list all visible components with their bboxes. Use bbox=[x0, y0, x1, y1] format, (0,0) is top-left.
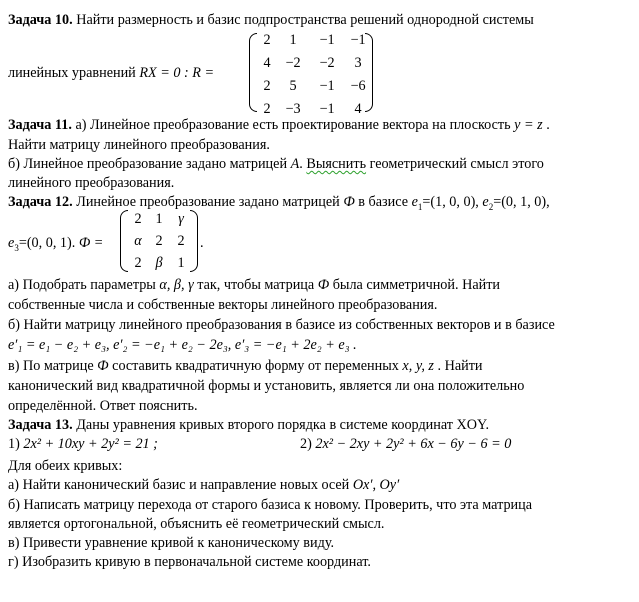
task10-matrix-cells bbox=[257, 29, 371, 121]
matrix-cell: γ bbox=[178, 211, 184, 227]
task11-b1-word: Выяснить bbox=[306, 156, 367, 172]
task13-b1: б) Написать матрицу перехода от старого базиса к новому. Проверить, что эта матрица bbox=[8, 497, 533, 513]
task10-text2: линейных уравнений bbox=[8, 65, 140, 81]
matrix-cell: 2 bbox=[134, 211, 142, 227]
matrix-cell: −1 bbox=[319, 78, 335, 94]
task12-matrix-dot: . bbox=[200, 235, 204, 251]
task12-e2-sub: 2 bbox=[488, 201, 494, 212]
task11-a-end: . bbox=[542, 117, 550, 133]
task11-line1 bbox=[8, 116, 550, 134]
task12-line5: б) Найти матрицу линейного преобразования в базисе из собственных векторов и в базисе bbox=[8, 317, 555, 333]
matrix-cell: 2 bbox=[134, 255, 142, 271]
task12-line2 bbox=[8, 234, 103, 252]
task12-e1: e bbox=[411, 194, 418, 210]
task12-e1v: =(1, 0, 0), bbox=[422, 194, 483, 210]
matrix-cell: 1 bbox=[289, 32, 297, 48]
task12-line7 bbox=[8, 357, 483, 375]
task13-eq2: 2x² − 2xy + 2y² + 6x − 6y − 6 = 0 bbox=[315, 436, 512, 452]
task11-line2: Найти матрицу линейного преобразования. bbox=[8, 137, 270, 153]
task12-c1-vars: x, y, z bbox=[402, 358, 434, 374]
matrix-left-paren bbox=[120, 210, 128, 272]
task12-phi: Ф bbox=[343, 194, 355, 210]
task13-eq2-line bbox=[300, 435, 511, 453]
task12-c1-pre: в) По матрице bbox=[8, 358, 98, 374]
matrix-cell: 2 bbox=[263, 101, 271, 117]
task12-e1-sub: 1 bbox=[417, 201, 423, 212]
task12-line3 bbox=[8, 276, 500, 294]
task13-a-pre: а) Найти канонический базис и направление новых осей bbox=[8, 477, 353, 493]
matrix-cell: 4 bbox=[354, 101, 362, 117]
task11-a-eq: y = z bbox=[514, 117, 543, 133]
task11-line4: линейного преобразования. bbox=[8, 175, 175, 191]
task12-e2v: =(0, 1, 0), bbox=[493, 194, 550, 210]
task11-b1-mid: . bbox=[299, 156, 307, 172]
matrix-cell: α bbox=[134, 233, 142, 249]
task10-text1: Найти размерность и базис подпространства решений однородной системы bbox=[76, 12, 534, 28]
task13-both: Для обеих кривых: bbox=[8, 458, 123, 474]
matrix-cell: −1 bbox=[319, 101, 335, 117]
task10-matrix bbox=[249, 32, 373, 117]
matrix-cell: 1 bbox=[177, 255, 185, 271]
task12-a1-phi: Ф bbox=[317, 277, 330, 293]
matrix-cell: β bbox=[155, 255, 163, 271]
task12-matrix-cells bbox=[128, 208, 192, 274]
task11-title: Задача 11. bbox=[8, 117, 72, 133]
task13-c: в) Привести уравнение кривой к каноническому виду. bbox=[8, 535, 335, 551]
task12-title: Задача 12. bbox=[8, 194, 73, 210]
task12-phieq: Ф = bbox=[78, 235, 104, 251]
task12-a1-params: α, β, γ bbox=[159, 277, 194, 293]
task11-a-text: а) Линейное преобразование есть проектирование вектора на плоскость bbox=[71, 117, 515, 133]
task12-a1-post: так, чтобы матрица bbox=[193, 277, 318, 293]
task12-text1: Линейное преобразование задано матрицей bbox=[72, 194, 344, 210]
task12-line1 bbox=[8, 193, 550, 211]
matrix-cell: 5 bbox=[289, 78, 297, 94]
task13-eq1-line bbox=[8, 435, 158, 453]
task12-text1b: в базисе bbox=[354, 194, 412, 210]
matrix-cell: 2 bbox=[263, 78, 271, 94]
task12-c1-mid: составить квадратичную форму от переменных bbox=[108, 358, 403, 374]
task12-e3-sub: 3 bbox=[14, 242, 19, 253]
matrix-cell: −1 bbox=[319, 32, 335, 48]
task13-text: Даны уравнения кривых второго порядка в системе координат XOY. bbox=[72, 417, 489, 433]
matrix-cell: −2 bbox=[285, 55, 301, 71]
task12-c1-end: . Найти bbox=[433, 358, 483, 374]
task13-line1 bbox=[8, 416, 489, 434]
task13-b2: является ортогональной, объяснить её геометрический смысл. bbox=[8, 516, 385, 532]
task12-line6: e′₁ = e₁ − e₂ + e₃, e′₂ = −e₁ + e₂ − 2e₃, e′₃ = −e₁ + 2e₂ + e₃ . bbox=[8, 337, 357, 353]
task10-line2 bbox=[8, 64, 214, 82]
task12-line9: определённой. Ответ пояснить. bbox=[8, 398, 198, 414]
matrix-cell: −2 bbox=[319, 55, 335, 71]
task12-e3: e bbox=[8, 235, 15, 251]
matrix-cell: −6 bbox=[350, 78, 366, 94]
task11-b1-post: геометрический смысл этого bbox=[366, 156, 544, 172]
matrix-cell: −3 bbox=[285, 101, 301, 117]
task11-line3 bbox=[8, 155, 544, 173]
task13-d: г) Изобразить кривую в первоначальной системе координат. bbox=[8, 554, 371, 570]
matrix-cell: 2 bbox=[263, 32, 271, 48]
matrix-cell: 4 bbox=[263, 55, 271, 71]
matrix-cell: −1 bbox=[350, 32, 366, 48]
task13-eq2-label: 2) bbox=[300, 436, 316, 452]
task12-line8: канонический вид квадратичной формы и установить, является ли она положительно bbox=[8, 378, 525, 394]
task12-line4: собственные числа и собственные векторы линейного преобразования. bbox=[8, 297, 438, 313]
task13-a-axes: Ox′, Oy′ bbox=[352, 477, 400, 493]
task12-matrix bbox=[120, 210, 198, 272]
task13-a-line bbox=[8, 476, 399, 494]
matrix-cell: 2 bbox=[177, 233, 185, 249]
task12-a1-pre: а) Подобрать параметры bbox=[8, 277, 160, 293]
matrix-cell: 3 bbox=[354, 55, 362, 71]
task11-b1-pre: б) Линейное преобразование задано матрицей bbox=[8, 156, 291, 172]
task11-b1-var: А bbox=[290, 156, 300, 172]
task12-c1-phi: Ф bbox=[97, 358, 109, 374]
task13-title: Задача 13. bbox=[8, 417, 73, 433]
matrix-cell: 2 bbox=[155, 233, 163, 249]
matrix-cell: 1 bbox=[155, 211, 163, 227]
task10-eq: RX = 0 : R = bbox=[139, 65, 215, 81]
task12-e3v: =(0, 0, 1). bbox=[18, 235, 79, 251]
matrix-left-paren bbox=[249, 33, 257, 112]
task10-title: Задача 10. bbox=[8, 12, 73, 28]
task12-a1-end: была симметричной. Найти bbox=[329, 277, 501, 293]
task13-eq1-label: 1) bbox=[8, 436, 24, 452]
task12-e2: e bbox=[482, 194, 489, 210]
task10-line1 bbox=[8, 11, 534, 29]
task13-eq1: 2x² + 10xy + 2y² = 21 ; bbox=[23, 436, 158, 452]
